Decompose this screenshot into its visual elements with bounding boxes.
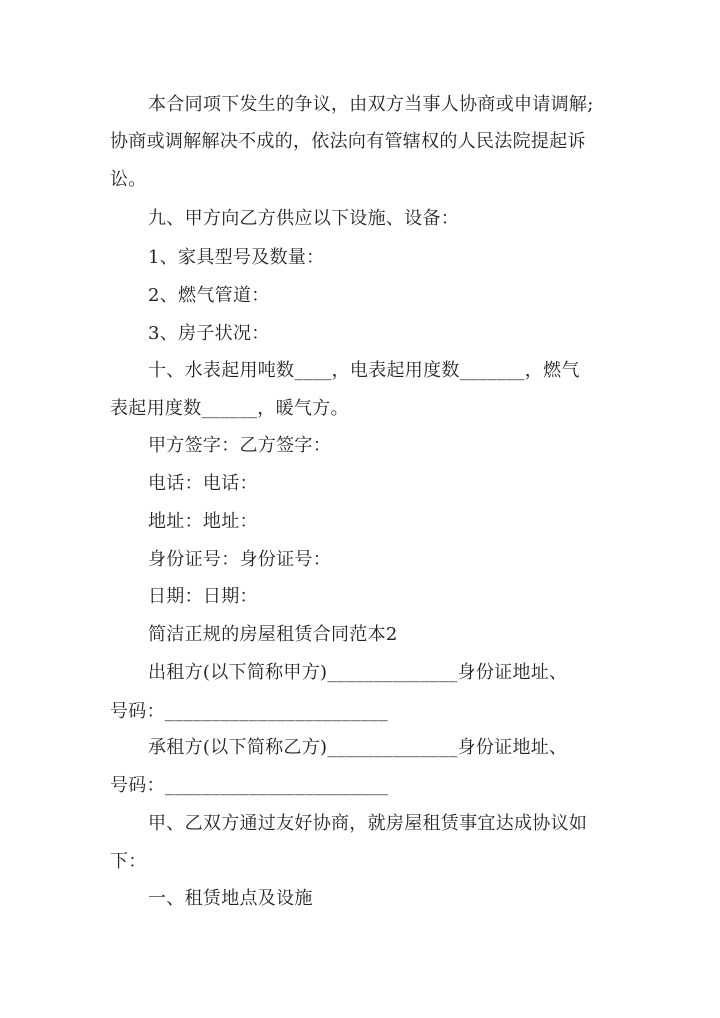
phone-line: 电话：电话： <box>148 473 258 494</box>
text-line: 协商或调解解决不成的，依法向有管辖权的人民法院提起诉 <box>110 131 586 152</box>
signature-line: 甲方签字：乙方签字： <box>148 435 331 456</box>
section-heading: 九、甲方向乙方供应以下设施、设备： <box>148 208 460 229</box>
text-line: 表起用度数______，暖气方。 <box>110 398 349 419</box>
text-line: 甲、乙双方通过友好协商，就房屋租赁事宜达成协议如 <box>148 813 588 834</box>
date-line: 日期：日期： <box>148 586 258 607</box>
list-item: 2、燃气管道： <box>148 285 270 306</box>
id-number-line: 身份证号：身份证号： <box>148 549 331 570</box>
section-heading: 一、租赁地点及设施 <box>148 888 313 909</box>
list-item: 3、房子状况： <box>148 323 270 344</box>
section-heading: 十、水表起用吨数____，电表起用度数_______，燃气 <box>148 360 580 381</box>
text-line: 讼。 <box>110 169 147 190</box>
text-line: 下： <box>110 851 147 872</box>
text-line: 本合同项下发生的争议，由双方当事人协商或申请调解; <box>148 94 594 115</box>
address-line: 地址：地址： <box>148 511 258 532</box>
lessee-line: 承租方(以下简称乙方)______________身份证地址、 <box>148 737 568 758</box>
lessor-line: 出租方(以下简称甲方)______________身份证地址、 <box>148 662 568 683</box>
document-title: 简洁正规的房屋租赁合同范本2 <box>148 624 398 645</box>
lessor-number-line: 号码：________________________ <box>110 701 389 722</box>
list-item: 1、家具型号及数量： <box>148 247 325 268</box>
lessee-number-line: 号码：________________________ <box>110 775 389 796</box>
